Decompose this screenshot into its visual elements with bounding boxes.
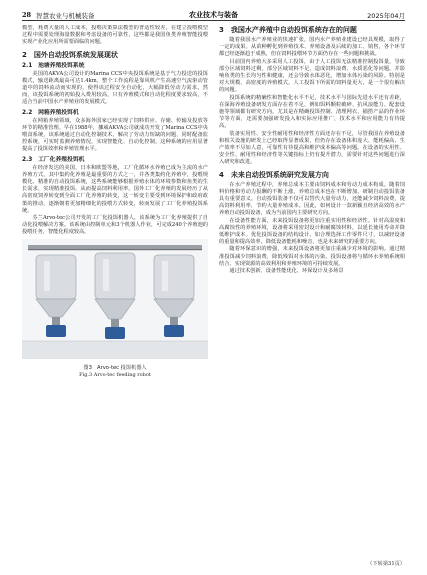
section-title: 农业技术与装备 [189,11,238,19]
journal-name: 智慧农业与机械装备 [36,12,95,20]
paragraph: 随着我国水产养殖业的快速扩张，国内水产养殖业建设已经具规模，取得了一定的成果。从苗种孵化到养殖技术、养殖设备及后续的加工、销售，各个环节都已经逐渐趋于成熟，但在饲料投喂环节方面仍存在一些问题和挑战。 [219,37,405,58]
figure-caption-cn: 图3 Arvo-tec 投饵机器人 [83,364,147,371]
paragraph: 在经济发达的美国、日本和欧盟等地，工厂化循环水养殖已成为主流的水产养殖方式，其中集约化养殖是最重要的方式之一，并各类集约化养殖中，投喂规模化、精准的自动投饵系统，这些系统能够根据养殖水体的环境参数和鱼类的生长需求，实现精准投饵，从而提高饲料利用率。国外工厂化养殖的发展经历了从高密度饲养转变到全面工厂化养殖的转变，这一转变主要受到环境保护和政府政策的推动，逐渐朝着更加精细化的投喂方式转变，转而发展了工厂化养殖投饵系统。 [22,164,208,214]
issue-date: 2025年04月 [367,12,405,20]
subsection-heading: 2.2 网箱养殖投饵机 [22,109,79,116]
continued-note: （下转第31页） [367,561,405,567]
paragraph: 美国的AKVA公司设计的Marina CCS中央投饵系统是基于气力投送的投饵模式，输送距离最高可达1.4km，整个工作流程是靠风机产生高速空气流驱动管道中的饲料流动而实现的，使得该过程安全自动化，大幅降低劳动力需求。然而，该投饵系统的初始投入费用较高，只有养殖模式和自动化程度要求较高，不适合当前中国水产养殖业的发展模式。 [22,70,208,106]
feeding-robot-figure [22,239,208,378]
paragraph: 在网箱养殖领域，众多海外国家已经实现了饲料供应、存储、传输及投放等环节的精准管理。早在1988年，挪威AKVA公司就成功开发了Marina CCS中央喂食系统，该系统通过自动化控制技术，解决了劳动力短缺的问题，同时配备监控系统，可实时监测养殖情况，实现智能化、自动化控制。这种系统的应用显著提高了投饵效率和养殖管理水平。 [22,117,208,153]
paragraph: 随着环保意识的增强，未来投饵设备将更加注重减少对环境的影响。通过精准投饵减少饲料浪费，降低残饵对水体的污染。投饵设备将与循环水养殖系统相结合，实现资源的高效利用和养殖环境的可持续发展。 [219,246,405,267]
left-column [22,25,208,555]
paragraph: 投饵系统的精确性和智能化水平不足，技术水平与国际先进水平还有差距，在深海养殖设备研发方面存在着不足，例如饵料颗粒破碎、抗风浪能力、配套设施等领域都有研究方向，尤其是在精确投饵控制、清理网衣、捕捞产品的作业环节等方面，还需要加强研发投入和实际应用推广，技术水平和应用能力有待提高。 [219,94,405,130]
page-number: 28 [22,11,32,19]
paragraph: 通过技术创新、设备性能优化、环保设计及多场景 [229,268,344,275]
section-heading: 3 我国水产养殖中自动投饵系统存在的问题 [219,26,357,34]
section-heading: 2 国外自动投饵系统发展现状 [22,50,118,59]
feeding-robot-photo [22,239,208,359]
subsection-heading: 2.1 池塘养殖投饵系统 [22,62,85,69]
paragraph: 芬兰Arvo-tec公司开发的工厂化投饵机器人，该系统为工厂化养殖提供了自动化投喂解决方案。该系统由控制单元和3个机器人作业，可完成240个养殖池的投喂任务，智能化程度较高。 [22,215,208,236]
paragraph: 模型，耗费大量的人工成本，投喂决策算法模型的普适性较差，在建立投喂模型过程中需要处理海量数据和考虑设备的可靠性，这些都是我国鱼类养殖智能投喂实现产业化应用所需要面临的问题。 [22,25,208,46]
header-rule [22,20,405,21]
figure-caption-en: Fig.3 Arvo-tec feeding robot [79,371,151,378]
paragraph: 装备实用性、安全性耐用性和经济性方面还存在不足，尽管我国在养殖设备和相关设施的研发上已经取得显著成果，但仍存在设备体积庞大、能耗偏高、生产效率不尽如人意，可靠性有待提高和维护成本偏高等问题。在设备的实用性、安全性、耐用性和经济性等关键指标上仍有提升潜力，需要针对这些问题进行深入研究和改进。 [219,130,405,166]
paragraph: 在设备性能方面，未来投饵设备将更加注重实用性和经济性。针对高湿度和高腐蚀性的养殖环境，设备将采用密封设计和耐腐蚀材料，以延长使用寿命并降低维护成本。优化投饵设备的结构设计，如合理选择工作零件尺寸，以减轻设备的重量和提高效率，降低设备能耗和噪音，也是未来研究的重要方向。 [219,217,405,246]
paragraph: 目前国内养殖大多采用人工投饵，由于人工投饵无法精准控制投饵量，导致部分区域饲料过剩，部分区域饲料不足，造成饲料浪费、水质恶化等问题，并影响鱼类的生长均匀性和健康，还会导致水体恶化，增加水体污染的风险。特别是对大规模、高密度的养殖模式，人工投饵下所需的饲料量更大，是一个很有解决的问题。 [219,58,405,94]
right-column [219,25,405,555]
section-heading: 4 未来自动投饵系统研究发展方向 [219,170,329,179]
subsection-heading: 2.3 工厂化养殖投饵机 [22,156,85,163]
paragraph: 在水产养殖过程中，养殖总成本主要由饲料成本和劳动力成本构成。随着饲料价格和劳动力报酬的不断上涨，养殖总成本也在不断增加，研制自动投饵装备具有重要意义。自动投饵装备不仅可以替代大量劳动力，还能减少饲料浪费，提高饲料利用率，节约大量养殖成本。因此，如何设计一款新颖且经济高效的水产养殖自动投饵设备，成为当前国内主要研究方向。 [219,181,405,217]
